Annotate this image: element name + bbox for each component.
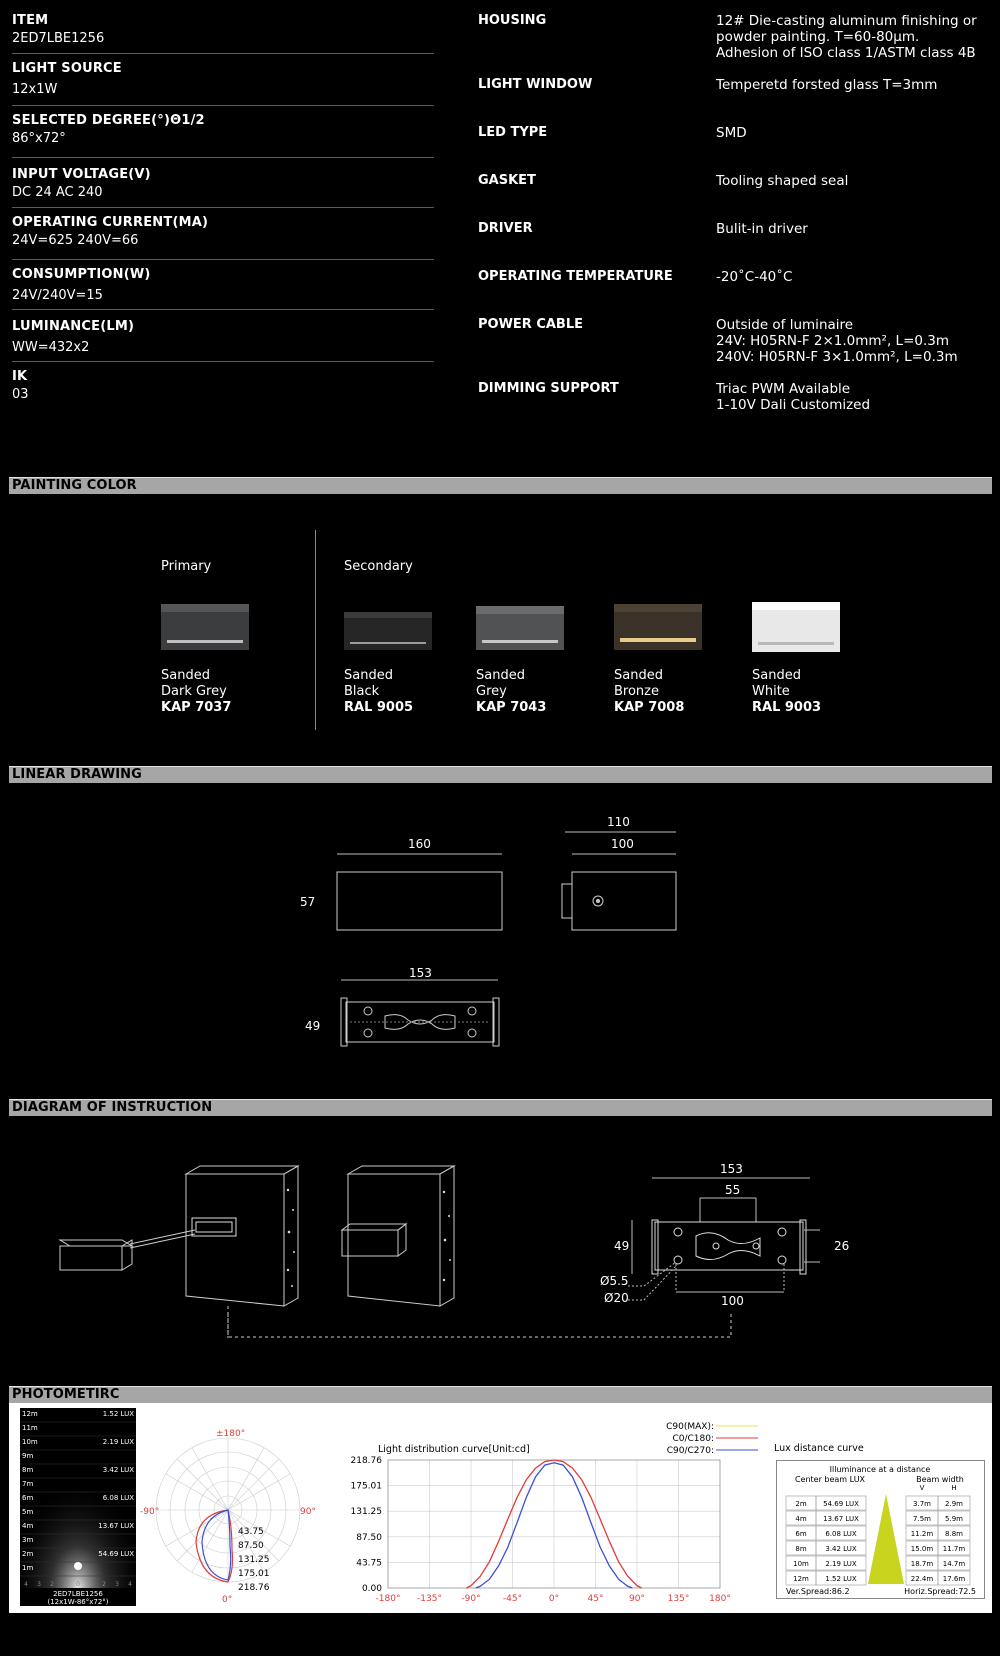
section-bar-painting [9,477,992,494]
swatch-color-name: White [752,684,790,699]
lux-value-label: 13.67 LUX [98,1522,134,1530]
swatch-white [752,602,840,654]
lux-row-lux: 2.19 LUX [825,1560,857,1568]
section-title: LINEAR DRAWING [12,767,142,782]
dim-side-outer: 110 [607,815,630,829]
instruction-dashed-connector [220,1310,740,1340]
lux-row-v: 18.7m [910,1560,934,1568]
polar-ring-label: 87.50 [238,1541,264,1551]
swatch-finish: Sanded [161,668,210,683]
dim-center-width: 55 [725,1183,741,1197]
polar-ring-label: 218.76 [238,1583,270,1593]
lux-axis-tick: 3 [37,1581,41,1588]
lux-distance-label: 10m [22,1438,38,1446]
dim-overall-width: 153 [720,1162,743,1176]
section-title: DIAGRAM OF INSTRUCTION [12,1100,213,1115]
dim-front-height: 57 [300,895,316,909]
spec-label: OPERATING TEMPERATURE [478,269,673,284]
light-distribution-chart [340,1438,760,1608]
lux-row-v: 3.7m [913,1500,931,1508]
lux-row-h: 2.9m [945,1500,963,1508]
lux-row-distance: 12m [793,1575,809,1583]
swatch-black [344,612,432,652]
primary-label: Primary [161,559,212,574]
swatch-bronze [614,604,702,652]
lux-row-distance: 4m [795,1515,807,1523]
spec-label: POWER CABLE [478,317,584,332]
swatch-color-name: Black [344,684,380,699]
spec-label: IK [12,369,28,384]
lux-distance-label: 1m [22,1564,34,1572]
lux-row-v: 7.5m [913,1515,931,1523]
swatch-code: RAL 9003 [752,700,822,715]
lux-caption-2: (12x1W-86°x72°) [47,1598,109,1606]
lux-value-label: 3.42 LUX [102,1466,134,1474]
polar-ring-label: 175.01 [238,1569,270,1579]
spec-value: 24V=625 240V=66 [12,233,139,248]
lux-distance-label: 4m [22,1522,34,1530]
spec-label: ITEM [12,13,49,28]
swatch-code: RAL 9005 [344,700,414,715]
legend-label-c0: C0/C180: [672,1434,714,1444]
swatch-text-black [344,668,413,716]
polar-ring-label: 43.75 [238,1527,264,1537]
section-bar-photometric [9,1386,992,1403]
chart-x-tick: -180° [375,1594,401,1604]
lux-ver-spread: Ver.Spread:86.2 [786,1587,850,1596]
dim-front-width: 160 [408,837,431,851]
lux-axis-tick: 1 [63,1581,67,1588]
dim-right: 26 [834,1239,850,1253]
swatch-text-bronze [614,668,684,716]
lux-row-distance: 8m [795,1545,807,1553]
lux-distance-table [776,1460,986,1600]
swatch-color-name: Dark Grey [161,684,227,699]
section-title: PHOTOMETIRC [12,1387,120,1402]
lux-row-lux: 54.69 LUX [823,1500,859,1508]
lux-table-col-center: Center beam LUX [794,1475,866,1484]
lux-axis-tick: 4 [24,1581,28,1588]
section-bar-instruction [9,1099,992,1116]
polar-top-label: ±180° [216,1429,246,1439]
chart-y-tick: 43.75 [356,1558,382,1569]
lux-row-lux: 6.08 LUX [825,1530,857,1538]
lux-axis-tick: 0 [76,1581,80,1588]
spec-value: 12# Die-casting aluminum finishing or powder painting. T=60-80μm. Adhesion of ISO class 1/ASTM class 4B [716,13,977,61]
lux-caption-1: 2ED7LBE1256 [53,1590,103,1598]
chart-x-tick: 0° [548,1594,560,1604]
swatch-finish: Sanded [344,668,393,683]
lux-row-h: 14.7m [942,1560,966,1568]
lux-distance-label: 3m [22,1536,34,1544]
chart-x-tick: -90° [461,1594,481,1604]
polar-diagram [140,1429,330,1610]
swatch-code: KAP 7008 [614,700,685,715]
dim-bracket-width: 153 [409,966,432,980]
section-title: PAINTING COLOR [12,478,137,493]
spec-luminance [12,310,434,362]
lux-row-h: 17.6m [942,1575,966,1583]
spec-label: DRIVER [478,221,533,236]
lux-axis-tick: 4 [128,1581,132,1588]
lux-row-v: 22.4m [910,1575,934,1583]
swatch-grey [476,606,564,652]
spec-consumption [12,260,434,310]
lux-axis-tick: 2 [50,1581,54,1588]
spec-label: HOUSING [478,13,547,28]
polar-bottom-label: 0° [222,1595,233,1605]
lux-row-h: 8.8m [945,1530,963,1538]
lux-hor-spread: Horiz.Spread:72.5 [904,1587,976,1596]
lux-axis-tick: 3 [115,1581,119,1588]
swatch-color-name: Bronze [614,684,659,699]
chart-x-tick: -135° [417,1594,442,1604]
spec-value: Tooling shaped seal [716,173,849,189]
spec-value: Triac PWM Available 1-10V Dali Customized [716,381,871,413]
secondary-label: Secondary [344,559,413,574]
spec-ik [12,362,434,406]
spec-value: 12x1W [12,82,58,97]
spec-label: DIMMING SUPPORT [478,381,619,396]
chart-x-tick: 45° [587,1594,604,1604]
lux-distance-label: 5m [22,1508,34,1516]
swatch-finish: Sanded [476,668,525,683]
spec-value: 2ED7LBE1256 [12,31,105,46]
lux-distance-label: 7m [22,1480,34,1488]
chart-title: Light distribution curve[Unit:cd] [378,1444,530,1455]
lux-distance-label: 12m [22,1410,38,1418]
spec-item [12,10,434,54]
spec-label: SELECTED DEGREE(°)Θ1/2 [12,113,205,128]
lux-axis-tick: 1 [89,1581,93,1588]
lux-table-heading: Illuminance at a distance [829,1465,931,1474]
dim-height: 49 [614,1239,630,1253]
spec-value: Outside of luminaire 24V: H05RN-F 2×1.0mm², L=0.3m 240V: H05RN-F 3×1.0mm², L=0.3m [716,317,958,365]
lux-cone-panel [20,1408,136,1606]
lux-row-distance: 2m [795,1500,807,1508]
spec-label: CONSUMPTION(W) [12,267,151,282]
spec-degree [12,106,434,158]
spec-value: SMD [716,125,747,141]
spec-label: LIGHT WINDOW [478,77,593,92]
lux-value-label: 54.69 LUX [98,1550,134,1558]
spec-label: OPERATING CURRENT(MA) [12,215,209,230]
chart-y-tick: 87.50 [356,1532,382,1543]
chart-y-tick: 175.01 [350,1481,382,1492]
chart-x-tick: 180° [709,1594,731,1604]
lux-value-label: 6.08 LUX [102,1494,134,1502]
chart-x-tick: 135° [667,1594,690,1604]
lux-row-v: 11.2m [910,1530,934,1538]
dim-hole-spacing: 100 [721,1294,744,1308]
chart-x-tick: -45° [502,1594,523,1604]
legend-label-c90max: C90(MAX): [666,1422,714,1432]
lux-axis-tick: 2 [102,1581,106,1588]
swatch-color-name: Grey [476,684,507,699]
section-bar-linear [9,766,992,783]
swatch-code: KAP 7043 [476,700,547,715]
polar-right-label: 90° [300,1507,316,1517]
polar-ring-label: 131.25 [238,1555,270,1565]
lux-row-lux: 1.52 LUX [825,1575,857,1583]
lux-distance-label: 6m [22,1494,34,1502]
lux-value-label: 1.52 LUX [102,1410,134,1418]
spec-value: WW=432x2 [12,340,90,355]
swatch-code: KAP 7037 [161,700,232,715]
swatch-text-grey [476,668,546,716]
dim-hole-small: Ø5.5 [600,1274,629,1288]
swatch-finish: Sanded [752,668,801,683]
swatch-text-white [752,668,821,716]
spec-label: INPUT VOLTAGE(V) [12,167,151,182]
spec-value: 24V/240V=15 [12,288,103,303]
lux-row-lux: 13.67 LUX [823,1515,859,1523]
chart-y-tick: 218.76 [350,1456,382,1466]
lux-distance-label: 2m [22,1550,34,1558]
lux-row-h: 11.7m [942,1545,966,1553]
spec-label: LIGHT SOURCE [12,61,122,76]
lux-distance-label: 11m [22,1424,38,1432]
chart-y-tick: 0.00 [361,1584,382,1594]
lux-value-label: 2.19 LUX [102,1438,134,1446]
spec-label: LED TYPE [478,125,548,140]
dim-bracket-height: 49 [305,1019,321,1033]
spec-value: DC 24 AC 240 [12,185,103,200]
lux-table-col-v: V [919,1484,925,1492]
lux-table-title: Lux distance curve [774,1443,864,1454]
polar-left-label: -90° [140,1507,160,1517]
spec-light-source [12,54,434,106]
swatch-finish: Sanded [614,668,663,683]
spec-value: 86°x72° [12,131,66,146]
spec-value: 03 [12,387,29,402]
divider [315,530,316,730]
lux-row-distance: 6m [795,1530,807,1538]
chart-y-tick: 131.25 [350,1507,382,1518]
spec-left-column [12,10,434,406]
lux-table-col-beam: Beam width [916,1475,964,1484]
legend-label-c90: C90/C270: [666,1446,714,1456]
lux-table-col-h: H [951,1484,957,1492]
spec-label: LUMINANCE(LM) [12,319,135,334]
lux-row-h: 5.9m [945,1515,963,1523]
lux-row-distance: 10m [793,1560,809,1568]
lux-row-lux: 3.42 LUX [825,1545,857,1553]
swatch-dark-grey [161,604,249,654]
spec-value: Bulit-in driver [716,221,808,237]
dim-side-inner: 100 [611,837,634,851]
chart-x-tick: 90° [629,1594,645,1604]
spec-voltage [12,158,434,208]
swatch-text-dark-grey [161,668,231,716]
dim-hole-large: Ø20 [604,1291,629,1305]
spec-value: Temperetd forsted glass T=3mm [716,77,938,93]
spec-label: GASKET [478,173,536,188]
spec-current [12,208,434,260]
spec-value: -20˚C-40˚C [716,269,793,285]
lux-distance-label: 8m [22,1466,34,1474]
lux-distance-label: 9m [22,1452,34,1460]
lux-row-v: 15.0m [910,1545,934,1553]
